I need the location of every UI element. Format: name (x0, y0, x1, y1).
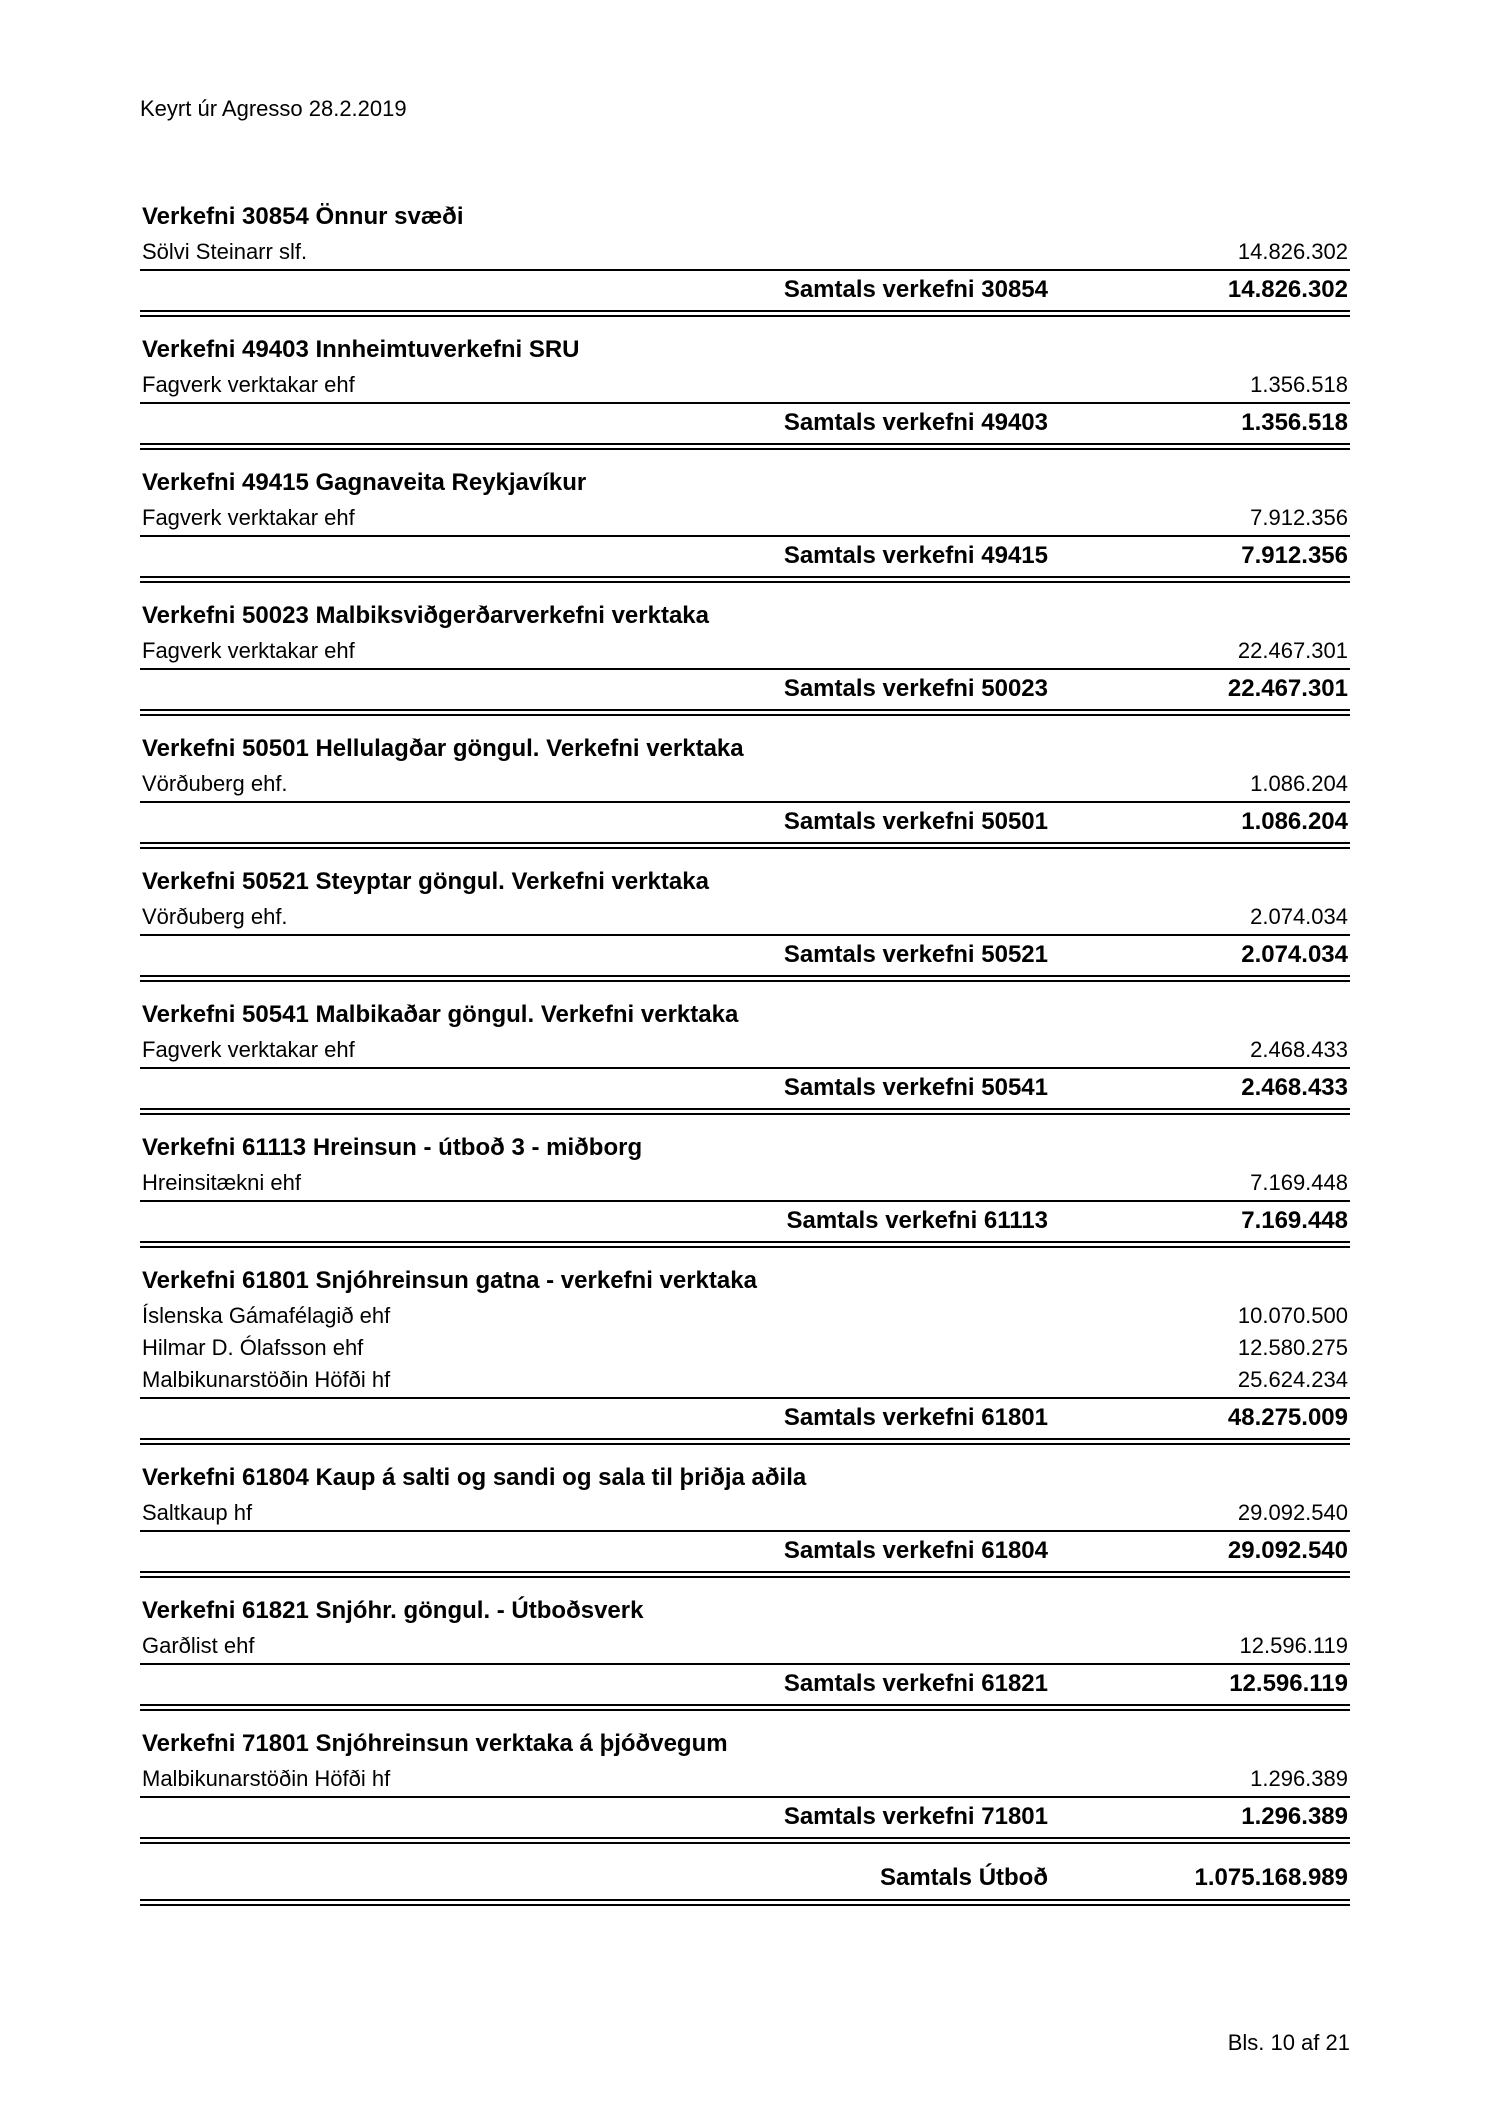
vendor-amount: 14.826.302 (1237, 239, 1348, 264)
vendor-amount: 10.070.500 (1237, 1303, 1348, 1328)
section-total-amount: 22.467.301 (1227, 675, 1348, 702)
project-section (140, 198, 1350, 317)
section-total-label: Samtals verkefni 50521 (783, 941, 1048, 968)
project-section (140, 996, 1350, 1115)
vendor-rows (140, 902, 1350, 936)
vendor-rows (140, 1168, 1350, 1202)
section-total-row (140, 670, 1350, 716)
vendor-amount: 1.296.389 (1250, 1766, 1348, 1791)
vendor-row (140, 769, 1350, 803)
section-total-amount: 1.356.518 (1241, 409, 1348, 436)
section-total-label: Samtals verkefni 50023 (783, 675, 1048, 702)
section-total-row (140, 1069, 1350, 1115)
vendor-rows (140, 769, 1350, 803)
vendor-row (140, 1365, 1350, 1399)
vendor-name: Hreinsitækni ehf (142, 1170, 301, 1195)
section-title: Verkefni 50501 Hellulagðar göngul. Verkefni verktaka (142, 735, 744, 762)
section-total-label: Samtals verkefni 49415 (783, 542, 1048, 569)
vendor-row (140, 1764, 1350, 1798)
vendor-amount: 1.086.204 (1250, 771, 1348, 796)
section-total-amount: 12.596.119 (1229, 1670, 1348, 1697)
section-title: Verkefni 61801 Snjóhreinsun gatna - verkefni verktaka (142, 1267, 757, 1294)
section-title: Verkefni 61821 Snjóhr. göngul. - Útboðsverk (142, 1597, 644, 1624)
vendor-name: Fagverk verktakar ehf (142, 638, 355, 663)
section-total-label: Samtals verkefni 30854 (783, 276, 1048, 303)
vendor-name: Fagverk verktakar ehf (142, 372, 355, 397)
section-title: Verkefni 50541 Malbikaðar göngul. Verkefni verktaka (142, 1001, 739, 1028)
vendor-name: Garðlist ehf (142, 1633, 255, 1658)
vendor-amount: 22.467.301 (1237, 638, 1348, 663)
section-title: Verkefni 61804 Kaup á salti og sandi og sala til þriðja aðila (142, 1464, 807, 1491)
vendor-row (140, 636, 1350, 670)
vendor-row (140, 1035, 1350, 1069)
vendor-amount: 2.074.034 (1250, 904, 1348, 929)
section-total-amount: 1.086.204 (1241, 808, 1348, 835)
vendor-rows (140, 237, 1350, 271)
section-total-label: Samtals verkefni 61801 (783, 1404, 1048, 1431)
grand-total-label: Samtals Útboð (879, 1864, 1048, 1891)
vendor-amount: 12.596.119 (1239, 1633, 1348, 1658)
section-total-row (140, 803, 1350, 849)
vendor-amount: 1.356.518 (1250, 372, 1348, 397)
section-title: Verkefni 50521 Steyptar göngul. Verkefni verktaka (142, 868, 709, 895)
vendor-row (140, 1168, 1350, 1202)
project-section (140, 1592, 1350, 1711)
section-title: Verkefni 50023 Malbiksviðgerðarverkefni verktaka (142, 602, 709, 629)
vendor-name: Hilmar D. Ólafsson ehf (142, 1335, 364, 1360)
vendor-name: Malbikunarstöðin Höfði hf (142, 1766, 391, 1791)
vendor-rows (140, 1764, 1350, 1798)
section-title: Verkefni 49415 Gagnaveita Reykjavíkur (142, 469, 587, 496)
section-total-row (140, 936, 1350, 982)
vendor-row (140, 1333, 1350, 1365)
vendor-name: Vörðuberg ehf. (142, 771, 288, 796)
vendor-name: Saltkaup hf (142, 1500, 253, 1525)
section-total-row (140, 1665, 1350, 1711)
section-total-label: Samtals verkefni 71801 (783, 1803, 1048, 1830)
project-section (140, 1725, 1350, 1844)
vendor-row (140, 1301, 1350, 1333)
vendor-row (140, 237, 1350, 271)
vendor-row (140, 370, 1350, 404)
vendor-amount: 7.912.356 (1250, 505, 1348, 530)
vendor-row (140, 1631, 1350, 1665)
vendor-rows (140, 636, 1350, 670)
vendor-rows (140, 370, 1350, 404)
section-total-amount: 1.296.389 (1241, 1803, 1348, 1830)
section-total-label: Samtals verkefni 61821 (783, 1670, 1048, 1697)
section-total-amount: 7.169.448 (1241, 1207, 1348, 1234)
section-total-label: Samtals verkefni 50501 (783, 808, 1048, 835)
section-total-amount: 2.074.034 (1241, 941, 1348, 968)
section-title: Verkefni 49403 Innheimtuverkefni SRU (142, 336, 580, 363)
vendor-amount: 25.624.234 (1237, 1367, 1348, 1392)
grand-total-row (140, 1858, 1350, 1906)
vendor-rows (140, 1301, 1350, 1399)
vendor-name: Sölvi Steinarr slf. (142, 239, 308, 264)
section-total-row (140, 1399, 1350, 1445)
vendor-amount: 29.092.540 (1237, 1500, 1348, 1525)
vendor-name: Íslenska Gámafélagið ehf (142, 1303, 391, 1328)
section-total-amount: 2.468.433 (1241, 1074, 1348, 1101)
project-section (140, 863, 1350, 982)
section-total-label: Samtals verkefni 61804 (783, 1537, 1048, 1564)
project-section (140, 730, 1350, 849)
vendor-name: Malbikunarstöðin Höfði hf (142, 1367, 391, 1392)
vendor-row (140, 1498, 1350, 1532)
section-title: Verkefni 71801 Snjóhreinsun verktaka á þjóðvegum (142, 1730, 728, 1757)
section-total-row (140, 404, 1350, 450)
vendor-name: Fagverk verktakar ehf (142, 1037, 355, 1062)
section-total-amount: 29.092.540 (1227, 1537, 1348, 1564)
vendor-amount: 7.169.448 (1250, 1170, 1348, 1195)
vendor-rows (140, 503, 1350, 537)
report-run-header: Keyrt úr Agresso 28.2.2019 (140, 96, 407, 121)
vendor-row (140, 503, 1350, 537)
vendor-amount: 12.580.275 (1237, 1335, 1348, 1360)
sections-container (140, 198, 1350, 1844)
project-section (140, 464, 1350, 583)
section-total-label: Samtals verkefni 61113 (786, 1207, 1048, 1234)
section-total-row (140, 271, 1350, 317)
section-total-amount: 48.275.009 (1227, 1404, 1348, 1431)
vendor-amount: 2.468.433 (1250, 1037, 1348, 1062)
section-total-row (140, 1532, 1350, 1578)
vendor-name: Fagverk verktakar ehf (142, 505, 355, 530)
project-section (140, 331, 1350, 450)
project-section (140, 597, 1350, 716)
section-total-label: Samtals verkefni 50541 (783, 1074, 1048, 1101)
section-total-label: Samtals verkefni 49403 (783, 409, 1048, 436)
project-section (140, 1129, 1350, 1248)
section-total-row (140, 1202, 1350, 1248)
project-section (140, 1262, 1350, 1445)
section-total-row (140, 537, 1350, 583)
grand-total-amount: 1.075.168.989 (1194, 1864, 1348, 1891)
project-section (140, 1459, 1350, 1578)
vendor-rows (140, 1631, 1350, 1665)
vendor-rows (140, 1035, 1350, 1069)
section-total-row (140, 1798, 1350, 1844)
section-total-amount: 7.912.356 (1241, 542, 1348, 569)
vendor-rows (140, 1498, 1350, 1532)
vendor-row (140, 902, 1350, 936)
page-number: Bls. 10 af 21 (1227, 2030, 1350, 2055)
vendor-name: Vörðuberg ehf. (142, 904, 288, 929)
section-title: Verkefni 61113 Hreinsun - útboð 3 - miðborg (142, 1134, 643, 1161)
section-title: Verkefni 30854 Önnur svæði (142, 203, 464, 230)
section-total-amount: 14.826.302 (1227, 276, 1348, 303)
